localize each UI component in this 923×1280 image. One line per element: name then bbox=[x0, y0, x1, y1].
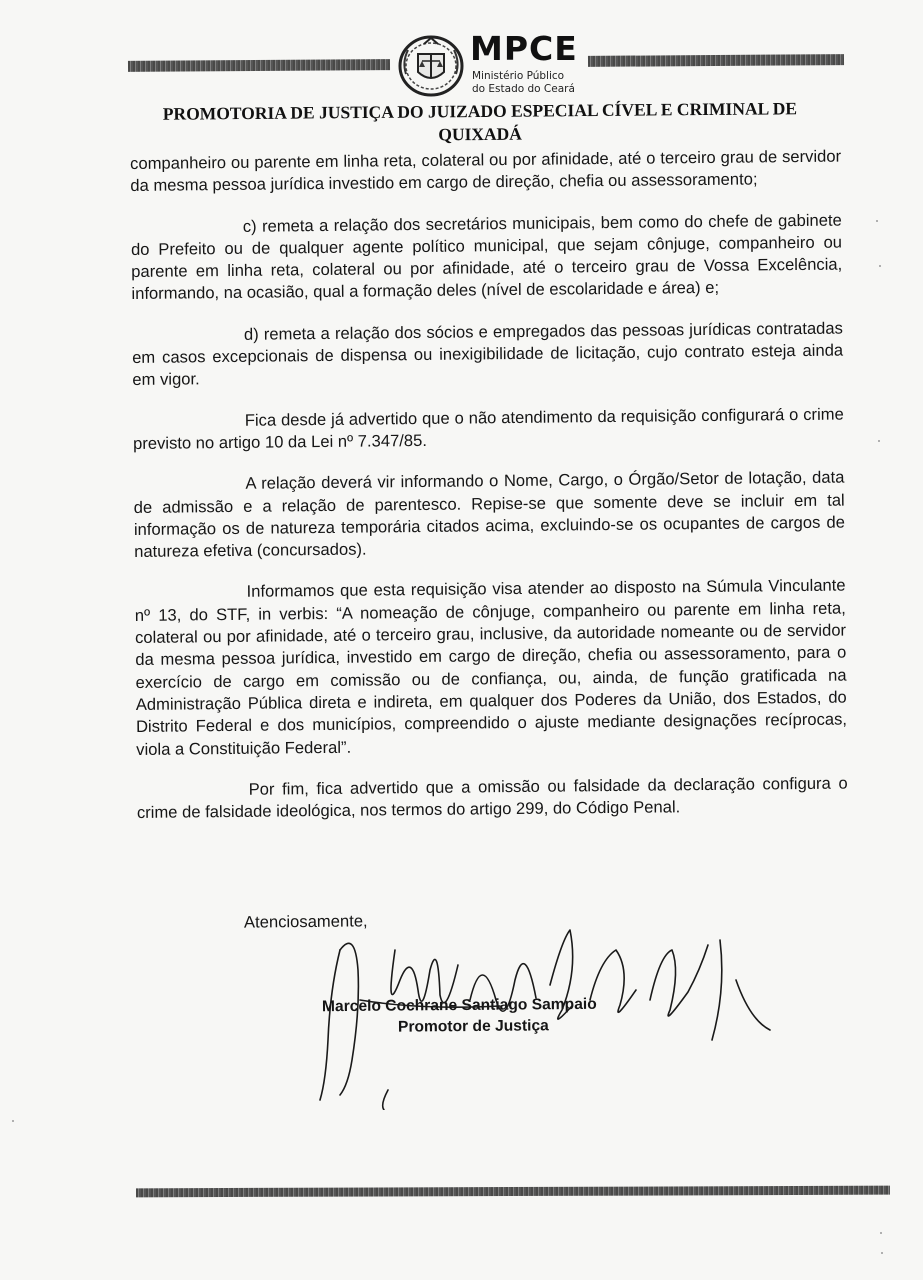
paragraph-item-c: c) remeta a relação dos secretários municipais, bem como do chefe de gabinete do Prefeito ou de qualquer agente político municipal, que sejam cônjuge, companheiro ou parente em linha reta, colateral ou por afinidade, até o terceiro grau de Vossa Excelência, informando, na ocasião, qual a formação deles (nível de escolaridade e área) e; bbox=[130, 210, 843, 304]
signer-name: Marcelo Cochrane Santiago Sampaio bbox=[321, 995, 597, 1016]
logo-subtitle-2: do Estado do Ceará bbox=[472, 83, 575, 95]
office-title bbox=[120, 97, 840, 149]
scan-speck bbox=[876, 220, 878, 222]
paragraph-relation-details: A relação deverá vir informando o Nome, Cargo, o Órgão/Setor de lotação, data de admissão e a relação de parentesco. Repise-se que somente deve se incluir em tal informação os de natureza temporária citados acima, excluindo-se os ocupantes de cargos de natureza efetiva (concursados). bbox=[133, 467, 846, 562]
header-rule-left bbox=[128, 59, 390, 72]
scan-speck bbox=[879, 265, 881, 267]
signer-role: Promotor de Justiça bbox=[397, 1017, 549, 1036]
handwritten-signature bbox=[300, 910, 780, 1110]
coat-of-arms-icon bbox=[396, 34, 466, 98]
office-title-line-1: PROMOTORIA DE JUSTIÇA DO JUIZADO ESPECIAL CÍVEL E CRIMINAL DE bbox=[162, 98, 798, 124]
paragraph-final-warning: Por fim, fica advertido que a omissão ou falsidade da declaração configura o crime de falsidade ideológica, nos termos do artigo 299, do Código Penal. bbox=[136, 773, 848, 823]
paragraph-warning: Fica desde já advertido que o não atendimento da requisição configurará o crime previsto no artigo 10 da Lei nº 7.347/85. bbox=[132, 404, 844, 453]
document-body bbox=[130, 146, 848, 844]
logo-text: MPCE bbox=[470, 29, 578, 68]
footer-rule bbox=[136, 1186, 890, 1198]
scan-speck bbox=[881, 1252, 883, 1254]
paragraph-item-d: d) remeta a relação dos sócios e empregados das pessoas jurídicas contratadas em casos excepcionais de dispensa ou inexigibilidade de licitação, cujo contrato esteja ainda em vigor. bbox=[132, 318, 844, 390]
scan-speck bbox=[880, 1232, 882, 1234]
logo-subtitle-1: Ministério Público bbox=[472, 70, 565, 82]
paragraph-continuation: companheiro ou parente em linha reta, colateral ou por afinidade, até o terceiro grau de servidor da mesma pessoa jurídica investido em cargo de direção, chefia ou assessoramento; bbox=[130, 146, 842, 196]
scan-speck bbox=[878, 440, 880, 442]
header-rule-right bbox=[588, 54, 844, 67]
office-title-line-2: QUIXADÁ bbox=[438, 123, 522, 145]
scan-speck bbox=[12, 1120, 14, 1122]
mpce-logo bbox=[470, 30, 590, 100]
paragraph-sumula-quote: Informamos que esta requisição visa atender ao disposto na Súmula Vinculante nº 13, do STF, in verbis: “A nomeação de cônjuge, companheiro ou parente em linha reta, colateral ou por afinidade, até o terceiro grau, inclusive, da autoridade nomeante ou de servidor da mesma pessoa jurídica, investido em cargo de direção, chefia ou assessoramento, para o exercício de cargo em comissão ou de confiança, ou, ainda, de função gratificada na Administração Pública direta e indireta, em qualquer dos Poderes da União, dos Estados, do Distrito Federal e dos municípios, compreendido o ajuste mediante designações recíprocas, viola a Constituição Federal”. bbox=[134, 575, 848, 759]
closing-salutation: Atenciosamente, bbox=[243, 911, 368, 932]
